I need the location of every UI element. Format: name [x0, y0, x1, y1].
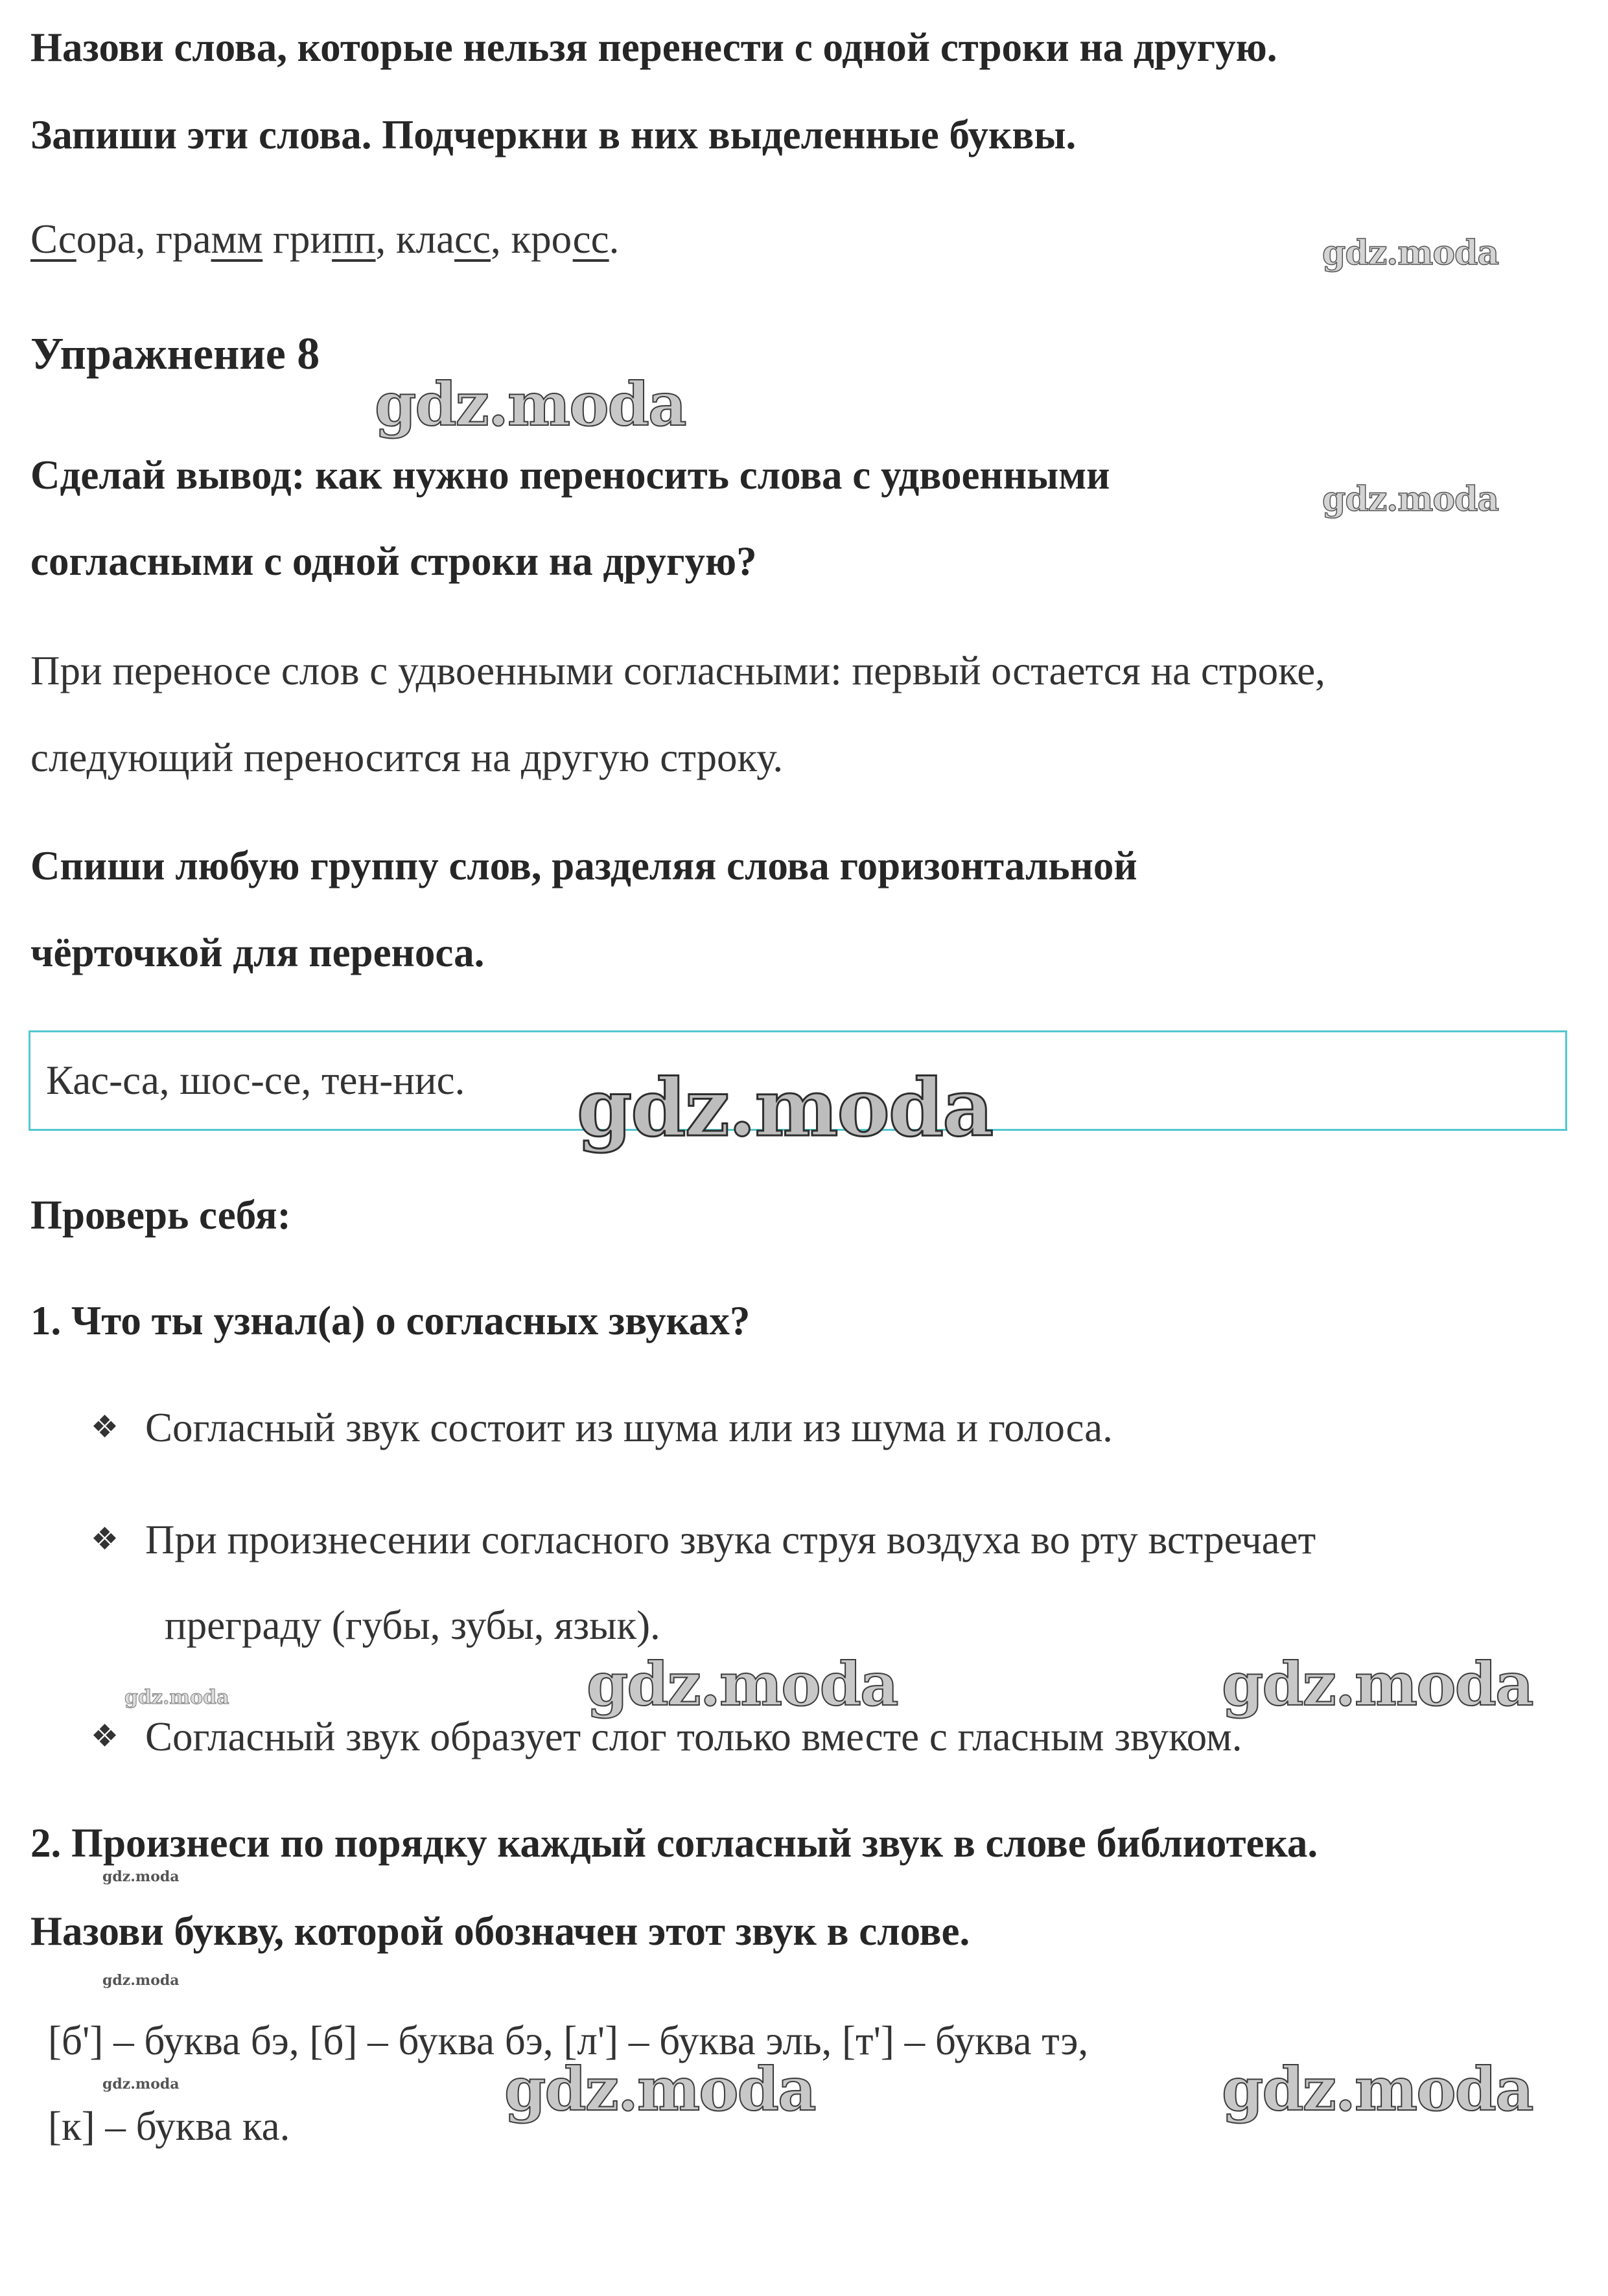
bullet-text: Согласный звук образует слог только вместе с гласным звуком. [145, 1714, 1242, 1759]
task-2-line-2: согласными с одной строки на другую? [30, 539, 757, 584]
underlined-letters: мм [211, 216, 263, 262]
watermark-logo: gdz.moda [1222, 1649, 1533, 1719]
answer-1-text: гра [156, 216, 211, 262]
answer-1 [30, 216, 620, 262]
watermark-logo: gdz.moda [1222, 2054, 1533, 2124]
watermark-logo: gdz.moda [102, 1972, 180, 1989]
watermark-logo: gdz.moda [1322, 480, 1499, 519]
answer-2-line-2: следующий переносится на другую строку. [30, 735, 784, 780]
watermark-logo: gdz.moda [577, 1061, 993, 1154]
answer-1-text: , [375, 216, 397, 262]
exercise-title: Упражнение 8 [30, 329, 320, 379]
question-2-line-2: Назови букву, которой обозначен этот звук в слове. [30, 1908, 970, 1954]
task-1-line-1: Назови слова, которые нельзя перенести с одной строки на другую. [30, 25, 1277, 70]
watermark-logo: gdz.moda [587, 1649, 898, 1719]
bullet-text: При произнесении согласного звука струя воздуха во рту встречает [145, 1517, 1316, 1562]
task-3-line-1: Спиши любую группу слов, разделяя слова горизонтальной [30, 843, 1137, 888]
watermark-logo: gdz.moda [1322, 233, 1499, 273]
watermark-logo: gdz.moda [375, 369, 686, 439]
answer-3-text: Кас-са, шос-се, тен-нис. [46, 1058, 465, 1103]
watermark-logo: gdz.moda [124, 1686, 229, 1709]
bullet-item [91, 1714, 1242, 1759]
bullet-diamond-icon: ❖ [91, 1521, 119, 1557]
bullet-diamond-icon: ❖ [91, 1718, 119, 1754]
task-1-line-2: Запиши эти слова. Подчеркни в них выделенные буквы. [30, 112, 1077, 157]
bullet-text-continued: преграду (губы, зубы, язык). [165, 1603, 660, 1648]
bullet-item [91, 1517, 1316, 1562]
bullet-diamond-icon: ❖ [91, 1409, 119, 1445]
question-2-line-1: 2. Произнеси по порядку каждый согласный звук в слове библиотека. [30, 1820, 1318, 1866]
answer-1-text: гри [262, 216, 332, 262]
answer-q2-line-2: [к] – буква ка. [48, 2104, 290, 2149]
answer-1-text: кла [396, 216, 455, 262]
watermark-logo: gdz.moda [102, 2076, 180, 2093]
answer-1-text: , [490, 216, 511, 262]
answer-1-text: ора, [76, 216, 156, 262]
underlined-letters: пп [332, 216, 376, 262]
check-title: Проверь себя: [30, 1192, 291, 1238]
underlined-letters: Сс [30, 216, 76, 262]
answer-1-text: кро [511, 216, 573, 262]
watermark-logo: gdz.moda [504, 2054, 815, 2124]
watermark-logo: gdz.moda [102, 1868, 180, 1885]
answer-q2-line-1: [б'] – буква бэ, [б] – буква бэ, [л'] – буква эль, [т'] – буква тэ, [48, 2018, 1089, 2063]
task-3-line-2: чёрточкой для переноса. [30, 930, 485, 975]
answer-2-line-1: При переносе слов с удвоенными согласными: первый остается на строке, [30, 648, 1325, 693]
bullet-item [91, 1405, 1113, 1450]
answer-1-text: . [609, 216, 620, 262]
underlined-letters: сс [572, 216, 609, 262]
bullet-text: Согласный звук состоит из шума или из шума и голоса. [145, 1405, 1113, 1450]
underlined-letters: сс [454, 216, 491, 262]
task-2-line-1: Сделай вывод: как нужно переносить слова с удвоенными [30, 452, 1110, 498]
question-1-title: 1. Что ты узнал(а) о согласных звуках? [30, 1298, 751, 1343]
